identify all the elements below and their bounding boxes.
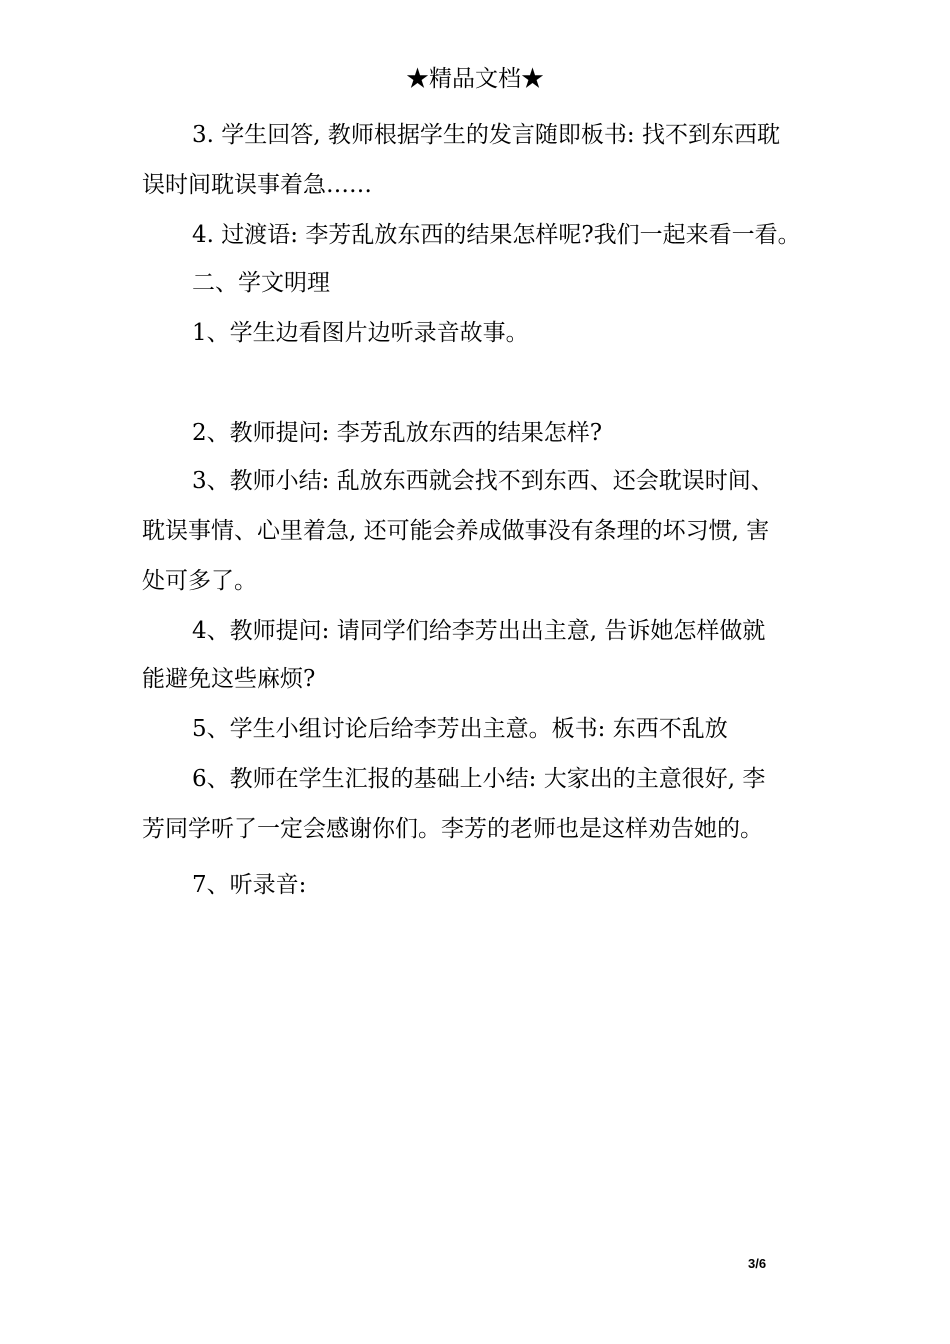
paragraph-line: 耽误事情、心里着急, 还可能会养成做事没有条理的坏习惯, 害 [142, 518, 770, 544]
document-header: ★精品文档★ [406, 66, 544, 92]
paragraph-line: 2、教师提问: 李芳乱放东西的结果怎样? [192, 420, 603, 446]
paragraph-line: 3. 学生回答, 教师根据学生的发言随即板书: 找不到东西耽 [192, 122, 780, 148]
paragraph-line: 芳同学听了一定会感谢你们。李芳的老师也是这样劝告她的。 [142, 816, 763, 842]
paragraph-line: 5、学生小组讨论后给李芳出主意。板书: 东西不乱放 [192, 716, 728, 742]
paragraph-line: 1、学生边看图片边听录音故事。 [192, 320, 529, 346]
paragraph-line: 处可多了。 [142, 568, 257, 594]
page-number: 3/6 [748, 1256, 767, 1271]
paragraph-line: 3、教师小结: 乱放东西就会找不到东西、还会耽误时间、 [192, 468, 774, 494]
paragraph-line: 4、教师提问: 请同学们给李芳出出主意, 告诉她怎样做就 [192, 618, 766, 644]
paragraph-line: 7、听录音: [192, 872, 307, 898]
paragraph-line: 误时间耽误事着急…… [142, 172, 372, 198]
paragraph-line: 4. 过渡语: 李芳乱放东西的结果怎样呢?我们一起来看一看。 [192, 222, 801, 248]
section-heading: 二、学文明理 [192, 270, 330, 296]
paragraph-line: 6、教师在学生汇报的基础上小结: 大家出的主意很好, 李 [192, 766, 766, 792]
paragraph-line: 能避免这些麻烦? [142, 666, 316, 692]
